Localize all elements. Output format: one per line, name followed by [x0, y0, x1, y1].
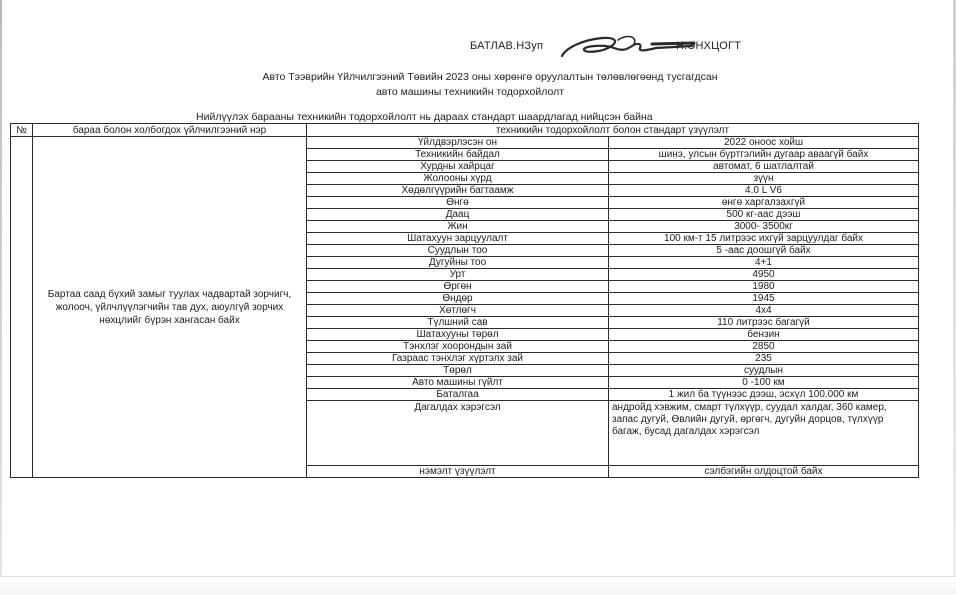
spec-value: 3000- 3500кг — [609, 221, 919, 233]
spec-param: Тэнхлэг хоорондын зай — [307, 341, 609, 353]
spec-param: Дугуйны тоо — [307, 257, 609, 269]
document-title-line-1: Авто Тээврийн Үйлчилгээний Төвийн 2023 оны хөрөнгө оруулалтын төлөвлөгөөнд тусгагдсан — [262, 71, 718, 83]
spec-param: Өнгө — [307, 197, 609, 209]
document-subtitle: Нийлүүлэх барааны техникийн тодорхойлолт нь дараах стандарт шаардлагад нийцсэн байна — [196, 111, 653, 123]
spec-param: Үйлдвэрлэсэн он — [307, 137, 609, 149]
spec-value: 4950 — [609, 269, 919, 281]
spec-value: суудлын — [609, 365, 919, 377]
spec-param: Шатахуун зарцуулалт — [307, 233, 609, 245]
spec-param: Авто машины гүйлт — [307, 377, 609, 389]
spec-value: 100 км-т 15 литрээс ихгүй зарцуулдаг байх — [609, 233, 919, 245]
spec-value: автомат, 6 шатлалтай — [609, 161, 919, 173]
item-description: Бартаа саад бүхий замыг туулах чадвартай зорчигч, жолооч, үйлчлүүлэгчийн тав дух, аюулгүй зорчих нөхцлийг бүрэн хангасан байх — [33, 137, 307, 478]
spec-value: 2022 оноос хойш — [609, 137, 919, 149]
spec-param: Баталгаа — [307, 389, 609, 401]
spec-param: Газраас тэнхлэг хүртэлх зай — [307, 353, 609, 365]
spec-param: Жолооны хүрд — [307, 173, 609, 185]
spec-param: Түлшний сав — [307, 317, 609, 329]
spec-param: Урт — [307, 269, 609, 281]
spec-param: нэмэлт үзүүлэлт — [307, 466, 609, 478]
spec-param: Техникийн байдал — [307, 149, 609, 161]
spec-param: Төрөл — [307, 365, 609, 377]
spec-param: Өндөр — [307, 293, 609, 305]
spec-value: 4x4 — [609, 305, 919, 317]
spec-param: Өргөн — [307, 281, 609, 293]
spec-param: Шатахууны төрөл — [307, 329, 609, 341]
spec-param: Хурдны хайрцаг — [307, 161, 609, 173]
spec-value: 500 кг-аас дээш — [609, 209, 919, 221]
spec-value: 2850 — [609, 341, 919, 353]
document-title-line-2: авто машины техникийн тодорхойлолт — [375, 86, 565, 98]
spec-value: бензин — [609, 329, 919, 341]
spec-value: 4.0 L V6 — [609, 185, 919, 197]
scan-bottom-margin — [0, 576, 956, 595]
handwritten-signature — [556, 26, 696, 66]
spec-param: Жин — [307, 221, 609, 233]
spec-value: өнгө харгалзахгүй — [609, 197, 919, 209]
header-specification: техникийн тодорхойлолт болон стандарт үзүүлэлт — [307, 124, 919, 137]
accessories-value: андройд хэвжим, смарт түлхүүр, суудал халдаг, 360 камер, запас дугуй, Өвлийн дугуй, өргөгч, дугуйн дорцов, түлхүүр багаж, бусад дагалдах хэрэгсэл — [609, 401, 919, 466]
spec-value: 110 литрээс багагүй — [609, 317, 919, 329]
spec-value: 5 -аас доошгүй байх — [609, 245, 919, 257]
row-number-cell — [11, 137, 33, 478]
approver-name: Н.ЭНХЦОГТ — [676, 40, 742, 52]
approval-block — [470, 40, 742, 52]
spec-value: 4+1 — [609, 257, 919, 269]
table-header-row — [11, 124, 919, 137]
spec-value: 1 жил ба түүнээс дээш, эсхүл 100.000 км — [609, 389, 919, 401]
spec-param: Хөтлөгч — [307, 305, 609, 317]
table-row — [11, 137, 919, 149]
spec-value: сэлбэгийн олдоцтой байх — [609, 466, 919, 478]
spec-value: 235 — [609, 353, 919, 365]
spec-param: Даац — [307, 209, 609, 221]
header-number: № — [11, 124, 33, 137]
spec-param: Дагалдах хэрэгсэл — [307, 401, 609, 466]
spec-value: шинэ, улсын бүртгэлийн дугаар аваагүй байх — [609, 149, 919, 161]
approval-label: БАТЛАВ.НЗуп — [470, 40, 544, 52]
spec-param: Суудлын тоо — [307, 245, 609, 257]
spec-param: Хөдөлгүүрийн багтаамж — [307, 185, 609, 197]
header-item-name: бараа болон холбогдох үйлчилгээний нэр — [33, 124, 307, 137]
spec-value: 1980 — [609, 281, 919, 293]
specification-table — [10, 123, 919, 478]
spec-value: зүүн — [609, 173, 919, 185]
spec-value: 0 -100 км — [609, 377, 919, 389]
spec-value: 1945 — [609, 293, 919, 305]
